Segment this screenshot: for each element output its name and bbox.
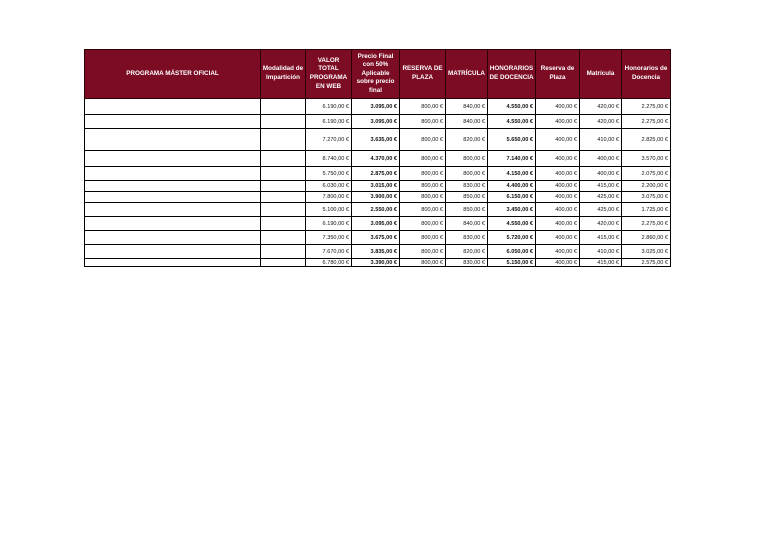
price-cell: 7.800,00 € [306, 192, 352, 203]
table-row [85, 167, 671, 181]
table-row [85, 129, 671, 151]
price-table [84, 49, 671, 267]
price-cell: 410,00 € [580, 129, 622, 151]
table-row [85, 259, 671, 267]
price-cell: 400,00 € [536, 245, 580, 259]
price-cell: 2.875,00 € [352, 167, 400, 181]
price-cell: 800,00 € [400, 181, 446, 192]
table-row [85, 181, 671, 192]
program-name-cell [85, 259, 261, 267]
program-name-cell [85, 245, 261, 259]
price-cell: 3.835,00 € [352, 245, 400, 259]
table-row [85, 231, 671, 245]
modality-cell [261, 167, 306, 181]
price-cell: 2.550,00 € [352, 203, 400, 217]
price-cell: 420,00 € [580, 115, 622, 129]
price-cell: 5.150,00 € [488, 259, 536, 267]
table-row [85, 151, 671, 167]
table-row [85, 115, 671, 129]
price-cell: 400,00 € [580, 167, 622, 181]
price-cell: 800,00 € [400, 192, 446, 203]
modality-cell [261, 115, 306, 129]
price-cell: 3.635,00 € [352, 129, 400, 151]
modality-cell [261, 203, 306, 217]
program-name-cell [85, 129, 261, 151]
price-cell: 2.575,00 € [622, 259, 671, 267]
price-cell: 820,00 € [446, 129, 488, 151]
table-header [85, 50, 671, 99]
price-cell: 5.720,00 € [488, 231, 536, 245]
price-cell: 3.015,00 € [352, 181, 400, 192]
price-cell: 415,00 € [580, 259, 622, 267]
price-cell: 3.900,00 € [352, 192, 400, 203]
program-name-cell [85, 99, 261, 115]
price-cell: 425,00 € [580, 192, 622, 203]
price-cell: 3.095,00 € [352, 99, 400, 115]
price-cell: 840,00 € [446, 99, 488, 115]
price-cell: 7.270,00 € [306, 129, 352, 151]
program-name-cell [85, 217, 261, 231]
price-cell: 800,00 € [446, 167, 488, 181]
price-cell: 830,00 € [446, 181, 488, 192]
modality-cell [261, 217, 306, 231]
price-cell: 2.860,00 € [622, 231, 671, 245]
price-cell: 3.390,00 € [352, 259, 400, 267]
price-cell: 3.675,00 € [352, 231, 400, 245]
header-honorarios-50: Honorarios de Docencia [622, 50, 671, 99]
price-cell: 6.030,00 € [306, 181, 352, 192]
price-cell: 2.825,00 € [622, 129, 671, 151]
price-cell: 400,00 € [536, 151, 580, 167]
modality-cell [261, 231, 306, 245]
program-name-cell [85, 231, 261, 245]
price-cell: 415,00 € [580, 181, 622, 192]
header-reserva-plaza: RESERVA DE PLAZA [400, 50, 446, 99]
program-name-cell [85, 151, 261, 167]
modality-cell [261, 99, 306, 115]
price-cell: 800,00 € [446, 151, 488, 167]
price-cell: 400,00 € [536, 192, 580, 203]
price-cell: 800,00 € [400, 115, 446, 129]
price-cell: 4.150,00 € [488, 167, 536, 181]
price-cell: 3.025,00 € [622, 245, 671, 259]
price-cell: 3.450,00 € [488, 203, 536, 217]
header-programa: PROGRAMA MÁSTER OFICIAL [85, 50, 261, 99]
price-cell: 7.140,00 € [488, 151, 536, 167]
price-cell: 800,00 € [400, 231, 446, 245]
price-cell: 420,00 € [580, 217, 622, 231]
table-row [85, 245, 671, 259]
modality-cell [261, 129, 306, 151]
price-cell: 6.050,00 € [488, 245, 536, 259]
header-matricula: MATRÍCULA [446, 50, 488, 99]
price-cell: 3.075,00 € [622, 192, 671, 203]
price-cell: 3.570,00 € [622, 151, 671, 167]
price-cell: 830,00 € [446, 259, 488, 267]
price-cell: 3.095,00 € [352, 115, 400, 129]
price-cell: 850,00 € [446, 203, 488, 217]
price-cell: 2.275,00 € [622, 115, 671, 129]
modality-cell [261, 245, 306, 259]
header-matricula-50: Matrícula [580, 50, 622, 99]
price-cell: 400,00 € [536, 181, 580, 192]
price-cell: 830,00 € [446, 231, 488, 245]
price-cell: 3.095,00 € [352, 217, 400, 231]
program-name-cell [85, 203, 261, 217]
price-cell: 7.670,00 € [306, 245, 352, 259]
price-cell: 5.750,00 € [306, 167, 352, 181]
modality-cell [261, 181, 306, 192]
modality-cell [261, 192, 306, 203]
modality-cell [261, 259, 306, 267]
price-cell: 4.550,00 € [488, 217, 536, 231]
price-cell: 400,00 € [536, 99, 580, 115]
price-cell: 2.275,00 € [622, 217, 671, 231]
price-cell: 840,00 € [446, 217, 488, 231]
header-valor-total: VALOR TOTAL PROGRAMA EN WEB [306, 50, 352, 99]
header-honorarios: HONORARIOS DE DOCENCIA [488, 50, 536, 99]
header-precio-final: Precio Final con 50% Aplicable sobre precio final [352, 50, 400, 99]
price-cell: 2.200,00 € [622, 181, 671, 192]
price-cell: 5.100,00 € [306, 203, 352, 217]
price-cell: 850,00 € [446, 192, 488, 203]
program-name-cell [85, 115, 261, 129]
price-cell: 800,00 € [400, 151, 446, 167]
price-cell: 400,00 € [536, 231, 580, 245]
price-cell: 400,00 € [536, 115, 580, 129]
price-cell: 840,00 € [446, 115, 488, 129]
program-name-cell [85, 192, 261, 203]
table-body [85, 99, 671, 267]
table-row [85, 217, 671, 231]
header-reserva-plaza-50: Reserva de Plaza [536, 50, 580, 99]
price-cell: 800,00 € [400, 99, 446, 115]
price-cell: 400,00 € [536, 259, 580, 267]
program-name-cell [85, 167, 261, 181]
price-cell: 800,00 € [400, 217, 446, 231]
price-cell: 5.650,00 € [488, 129, 536, 151]
price-cell: 6.780,00 € [306, 259, 352, 267]
price-cell: 420,00 € [580, 99, 622, 115]
price-cell: 6.190,00 € [306, 99, 352, 115]
price-cell: 4.550,00 € [488, 99, 536, 115]
price-cell: 6.150,00 € [488, 192, 536, 203]
price-cell: 415,00 € [580, 231, 622, 245]
price-cell: 400,00 € [536, 203, 580, 217]
price-cell: 1.725,00 € [622, 203, 671, 217]
price-cell: 800,00 € [400, 259, 446, 267]
price-cell: 7.350,00 € [306, 231, 352, 245]
price-cell: 800,00 € [400, 129, 446, 151]
price-cell: 4.400,00 € [488, 181, 536, 192]
price-cell: 6.190,00 € [306, 217, 352, 231]
price-cell: 800,00 € [400, 245, 446, 259]
price-cell: 4.370,00 € [352, 151, 400, 167]
program-name-cell [85, 181, 261, 192]
price-cell: 800,00 € [400, 167, 446, 181]
modality-cell [261, 151, 306, 167]
price-cell: 6.190,00 € [306, 115, 352, 129]
header-modalidad: Modalidad de Impartición [261, 50, 306, 99]
price-cell: 2.275,00 € [622, 99, 671, 115]
price-cell: 4.550,00 € [488, 115, 536, 129]
price-cell: 400,00 € [536, 217, 580, 231]
price-cell: 800,00 € [400, 203, 446, 217]
price-cell: 425,00 € [580, 203, 622, 217]
price-cell: 2.075,00 € [622, 167, 671, 181]
price-cell: 400,00 € [580, 151, 622, 167]
price-cell: 400,00 € [536, 167, 580, 181]
price-cell: 410,00 € [580, 245, 622, 259]
price-cell: 400,00 € [536, 129, 580, 151]
price-cell: 8.740,00 € [306, 151, 352, 167]
table-row [85, 203, 671, 217]
table-row [85, 192, 671, 203]
table-row [85, 99, 671, 115]
price-cell: 820,00 € [446, 245, 488, 259]
header-row [85, 50, 671, 99]
